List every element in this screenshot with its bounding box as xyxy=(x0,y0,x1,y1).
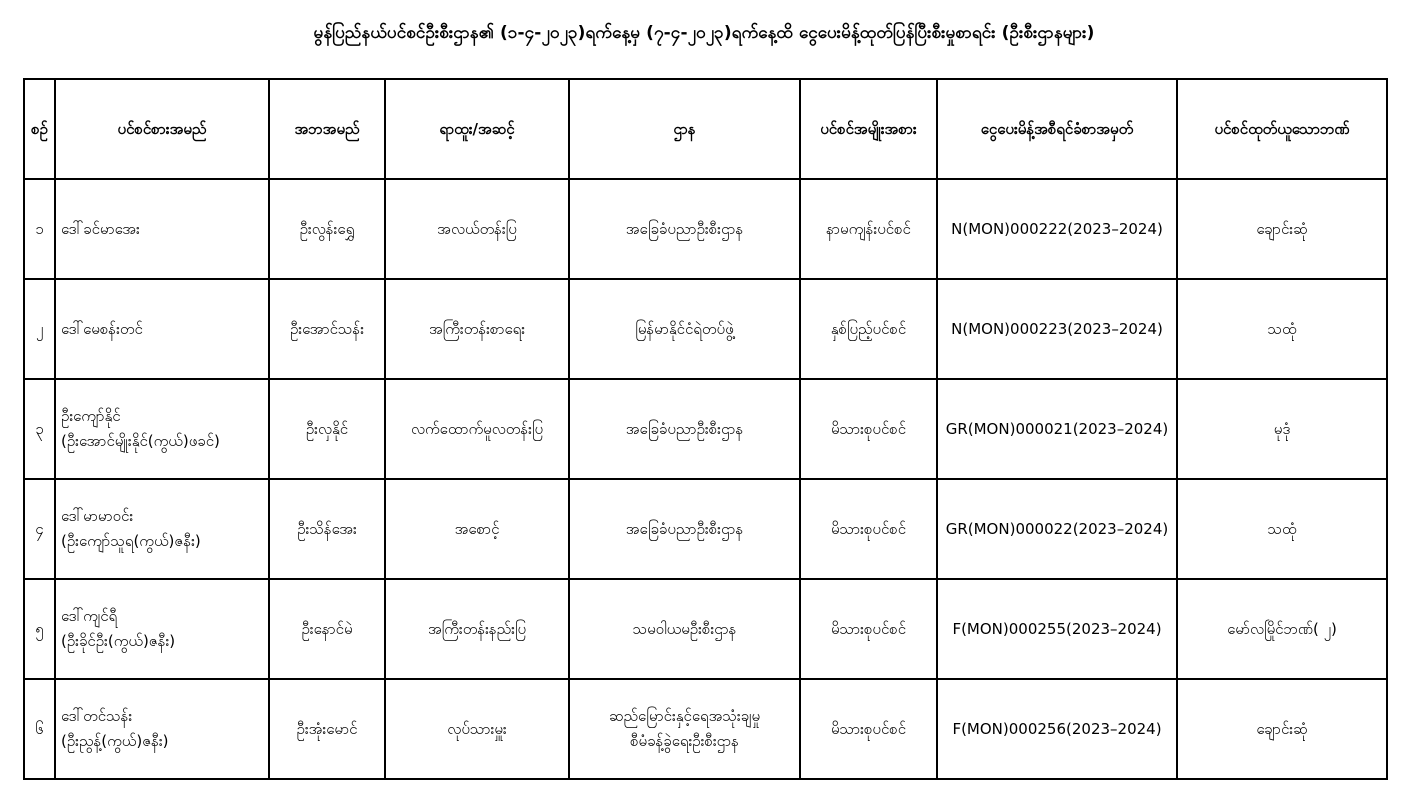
father-name-cell: ဦးအုံးမောင် xyxy=(269,679,385,779)
pensioner-name-cell xyxy=(55,179,269,279)
header-bank: ပင်စင်ထုတ်ယူသောဘဏ် xyxy=(1177,79,1387,179)
table-row xyxy=(24,379,1387,479)
pension-type-cell: မိသားစုပင်စင် xyxy=(800,379,937,479)
father-name-cell: ဦးသိန်အေး xyxy=(269,479,385,579)
pensioner-name: ဦးကျော်နိုင် xyxy=(61,407,121,425)
pensioner-name-cell xyxy=(55,379,269,479)
header-department: ဌာန xyxy=(569,79,800,179)
table-row xyxy=(24,479,1387,579)
seq-cell: ၂ xyxy=(24,279,55,379)
seq-cell: ၄ xyxy=(24,479,55,579)
rank-cell: လုပ်သားမှူး xyxy=(385,679,569,779)
table-row xyxy=(24,179,1387,279)
pensioner-name: ဒေါ်မေစန်းတင် xyxy=(61,319,143,338)
deceased-relation-note: (ဦးညွန့်(ကွယ်)ဇနီး) xyxy=(61,732,169,750)
order-number-cell: F(MON)000255(2023–2024) xyxy=(937,579,1177,679)
pension-type-cell: နာမကျန်းပင်စင် xyxy=(800,179,937,279)
pension-type-cell: မိသားစုပင်စင် xyxy=(800,579,937,679)
bank-cell: သထုံ xyxy=(1177,479,1387,579)
rank-cell: အကြီးတန်းနည်းပြ xyxy=(385,579,569,679)
pensioner-name-cell xyxy=(55,479,269,579)
header-father-name: အဘအမည် xyxy=(269,79,385,179)
department-name: ဆည်မြောင်းနှင့်ရေအသုံးချမှု xyxy=(608,707,761,725)
deceased-relation-note: (ဦးခိုင်ဦး(ကွယ်)ဇနီး) xyxy=(61,632,176,650)
seq-cell: ၃ xyxy=(24,379,55,479)
header-pensioner-name: ပင်စင်စားအမည် xyxy=(55,79,269,179)
department-cell: အခြေခံပညာဦးစီးဌာန xyxy=(569,379,800,479)
bank-cell: ချောင်းဆုံ xyxy=(1177,179,1387,279)
pensioner-name: ဒေါ်တင်သန်း xyxy=(61,707,133,725)
bank-cell: သထုံ xyxy=(1177,279,1387,379)
father-name-cell: ဦးလွန်းရွှေ xyxy=(269,179,385,279)
header-seq: စဉ် xyxy=(24,79,55,179)
seq-cell: ၅ xyxy=(24,579,55,679)
father-name-cell: ဦးနောင်မဲ xyxy=(269,579,385,679)
department-name-continued: စီမံခန့်ခွဲရေးဦးစီးဌာန xyxy=(630,732,739,750)
seq-cell: ၆ xyxy=(24,679,55,779)
table-row xyxy=(24,279,1387,379)
deceased-relation-note: (ဦးကျော်သူရ(ကွယ်)ဇနီး) xyxy=(61,532,201,550)
rank-cell: လက်ထောက်မူလတန်းပြ xyxy=(385,379,569,479)
pensioner-name-cell xyxy=(55,679,269,779)
table-header-row xyxy=(24,79,1387,179)
order-number-cell: GR(MON)000022(2023–2024) xyxy=(937,479,1177,579)
rank-cell: အကြီးတန်းစာရေး xyxy=(385,279,569,379)
pensioner-name: ဒေါ်မာမာဝင်း xyxy=(61,507,134,525)
department-cell: အခြေခံပညာဦးစီးဌာန xyxy=(569,479,800,579)
bank-cell: ချောင်းဆုံ xyxy=(1177,679,1387,779)
pensioner-name: ဒေါ်ခင်မာအေး xyxy=(61,219,140,238)
order-number-cell: N(MON)000222(2023–2024) xyxy=(937,179,1177,279)
department-cell: မြန်မာနိုင်ငံရဲတပ်ဖွဲ့ xyxy=(569,279,800,379)
pensioner-name-cell xyxy=(55,579,269,679)
department-cell xyxy=(569,679,800,779)
deceased-relation-note: (ဦးအောင်မျိုးနိုင်(ကွယ်)ဖခင်) xyxy=(61,432,220,450)
order-number-cell: N(MON)000223(2023–2024) xyxy=(937,279,1177,379)
pension-order-table xyxy=(23,78,1388,780)
table-row xyxy=(24,579,1387,679)
father-name-cell: ဦးလှနိုင် xyxy=(269,379,385,479)
pension-type-cell: မိသားစုပင်စင် xyxy=(800,679,937,779)
header-rank: ရာထူး/အဆင့် xyxy=(385,79,569,179)
rank-cell: အလယ်တန်းပြ xyxy=(385,179,569,279)
bank-cell: မုဒုံ xyxy=(1177,379,1387,479)
department-cell: သမဝါယမဦးစီးဌာန xyxy=(569,579,800,679)
father-name-cell: ဦးအောင်သန်း xyxy=(269,279,385,379)
header-order-number: ငွေပေးမိန့်အစီရင်ခံစာအမှတ် xyxy=(937,79,1177,179)
header-pension-type: ပင်စင်အမျိုးအစား xyxy=(800,79,937,179)
order-number-cell: F(MON)000256(2023–2024) xyxy=(937,679,1177,779)
order-number-cell: GR(MON)000021(2023–2024) xyxy=(937,379,1177,479)
pensioner-name-cell xyxy=(55,279,269,379)
pension-type-cell: မိသားစုပင်စင် xyxy=(800,479,937,579)
pensioner-name: ဒေါ်ကျင်ရီ xyxy=(61,607,118,625)
document-title: မွန်ပြည်နယ်ပင်စင်ဦးစီးဌာန၏ (၁-၄-၂၀၂၃)ရက်နေ့မှ (၇-၄-၂၀၂၃)ရက်နေ့ထိ ငွေပေးမိန့်ထုတ်ပြန်ပြီးစီးမှုစာရင်း (ဦးစီးဌာနများ) xyxy=(313,23,1095,43)
rank-cell: အစောင့် xyxy=(385,479,569,579)
bank-cell: မော်လမြိုင်ဘဏ်( ၂) xyxy=(1177,579,1387,679)
department-cell: အခြေခံပညာဦးစီးဌာန xyxy=(569,179,800,279)
table-row xyxy=(24,679,1387,779)
pension-type-cell: နှစ်ပြည့်ပင်စင် xyxy=(800,279,937,379)
seq-cell: ၁ xyxy=(24,179,55,279)
